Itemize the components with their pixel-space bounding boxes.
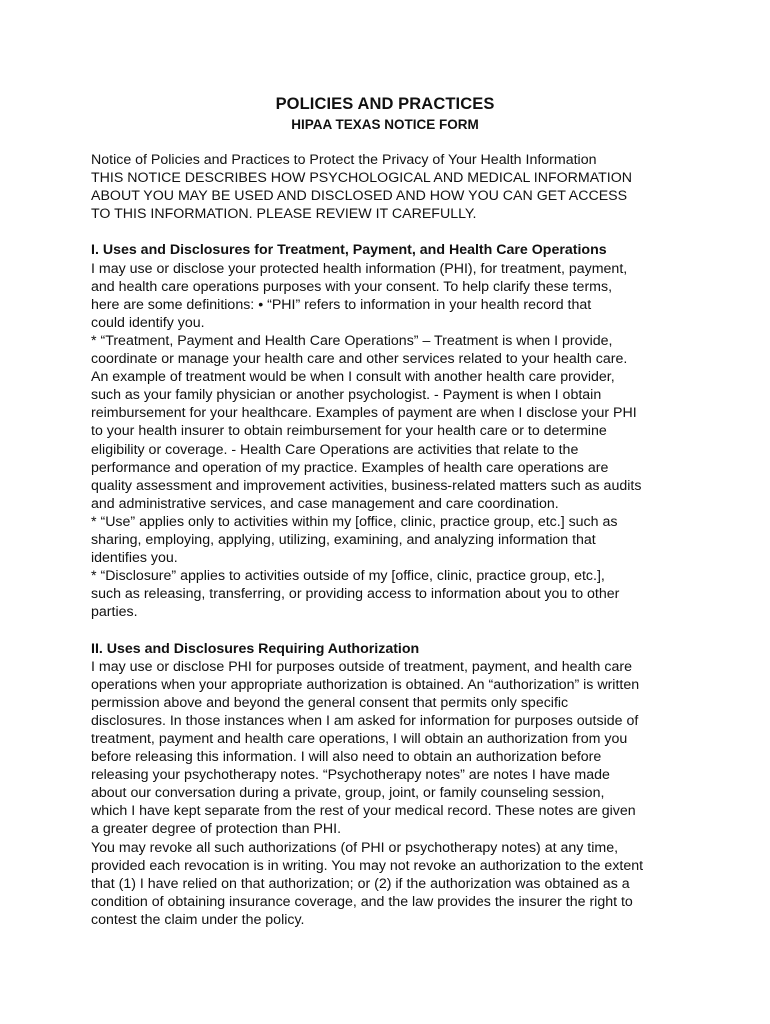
document-body xyxy=(91,151,701,929)
body-text-line: quality assessment and improvement activities, business-related matters such as audits xyxy=(91,477,642,494)
body-text-line: and administrative services, and case management and care coordination. xyxy=(91,495,559,512)
body-text-line: * “Disclosure” applies to activities outside of my [office, clinic, practice group, etc.], xyxy=(91,568,605,585)
paragraph-gap xyxy=(91,223,701,241)
body-text-line: permission above and beyond the general consent that permits only specific xyxy=(91,694,569,711)
body-text-line: a greater degree of protection than PHI. xyxy=(91,821,342,838)
body-text-line: before releasing this information. I will also need to obtain an authorization before xyxy=(91,749,602,766)
body-text-line: releasing your psychotherapy notes. “Psychotherapy notes” are notes I have made xyxy=(91,767,610,784)
paragraph-gap xyxy=(91,621,701,639)
body-text-line: and health care operations purposes with your consent. To help clarify these terms, xyxy=(91,278,613,295)
body-text-line: coordinate or manage your health care and other services related to your health care. xyxy=(91,351,628,368)
body-text-line: I may use or disclose your protected health information (PHI), for treatment, payment, xyxy=(91,260,628,277)
body-text-line: such as releasing, transferring, or providing access to information about you to other xyxy=(91,586,620,603)
body-text-line: such as your family physician or another psychologist. - Payment is when I obtain xyxy=(91,387,602,404)
intro-line: ABOUT YOU MAY BE USED AND DISCLOSED AND HOW YOU CAN GET ACCESS xyxy=(91,188,628,205)
body-text-line: treatment, payment and health care operations, I will obtain an authorization from you xyxy=(91,731,628,747)
section-1-heading: I. Uses and Disclosures for Treatment, Payment, and Health Care Operations xyxy=(91,242,607,259)
page-subtitle: HIPAA TEXAS NOTICE FORM xyxy=(291,117,479,132)
body-text-line: here are some definitions: • “PHI” refers to information in your health record that xyxy=(91,296,592,313)
body-text-line: that (1) I have relied on that authorization; or (2) if the authorization was obtained as a xyxy=(91,875,630,892)
section-1-body xyxy=(91,260,701,622)
body-text-line: disclosures. In those instances when I am asked for information for purposes outside of xyxy=(91,712,639,729)
intro-line: THIS NOTICE DESCRIBES HOW PSYCHOLOGICAL AND MEDICAL INFORMATION xyxy=(91,170,633,187)
body-text-line: which I have kept separate from the rest of your medical record. These notes are given xyxy=(91,803,636,820)
body-text-line: parties. xyxy=(91,604,138,621)
page-title: POLICIES AND PRACTICES xyxy=(275,95,495,113)
body-text-line: contest the claim under the policy. xyxy=(91,911,305,928)
section-2-body xyxy=(91,658,701,929)
body-text-line: condition of obtaining insurance coverage, and the law provides the insurer the right to xyxy=(91,893,633,910)
body-text-line: sharing, employing, applying, utilizing, examining, and analyzing information that xyxy=(91,531,596,548)
body-text-line: * “Use” applies only to activities within my [office, clinic, practice group, etc.] such as xyxy=(91,513,618,530)
body-text-line: I may use or disclose PHI for purposes outside of treatment, payment, and health care xyxy=(91,658,632,675)
body-text-line: eligibility or coverage. - Health Care Operations are activities that relate to the xyxy=(91,441,579,458)
body-text-line: could identify you. xyxy=(91,314,205,331)
body-text-line: operations when your appropriate authorization is obtained. An “authorization” is written xyxy=(91,676,640,693)
body-text-line: to your health insurer to obtain reimbursement for your health care or to determine xyxy=(91,423,607,440)
intro-line: TO THIS INFORMATION. PLEASE REVIEW IT CAREFULLY. xyxy=(91,206,477,223)
section-2 xyxy=(91,640,701,930)
intro-block xyxy=(91,151,701,223)
body-text-line: provided each revocation is in writing. You may not revoke an authorization to the extent xyxy=(91,857,644,874)
section-1 xyxy=(91,241,701,621)
body-text-line: You may revoke all such authorizations (of PHI or psychotherapy notes) at any time, xyxy=(91,839,619,856)
section-2-heading: II. Uses and Disclosures Requiring Authorization xyxy=(91,640,420,657)
body-text-line: performance and operation of my practice. Examples of health care operations are xyxy=(91,459,609,476)
intro-line: Notice of Policies and Practices to Protect the Privacy of Your Health Information xyxy=(91,152,597,168)
body-text-line: about our conversation during a private, group, joint, or family counseling session, xyxy=(91,785,605,802)
body-text-line: identifies you. xyxy=(91,550,178,567)
body-text-line: An example of treatment would be when I consult with another health care provider, xyxy=(91,369,615,386)
body-text-line: * “Treatment, Payment and Health Care Operations” – Treatment is when I provide, xyxy=(91,332,613,349)
body-text-line: reimbursement for your healthcare. Examples of payment are when I disclose your PHI xyxy=(91,405,637,422)
